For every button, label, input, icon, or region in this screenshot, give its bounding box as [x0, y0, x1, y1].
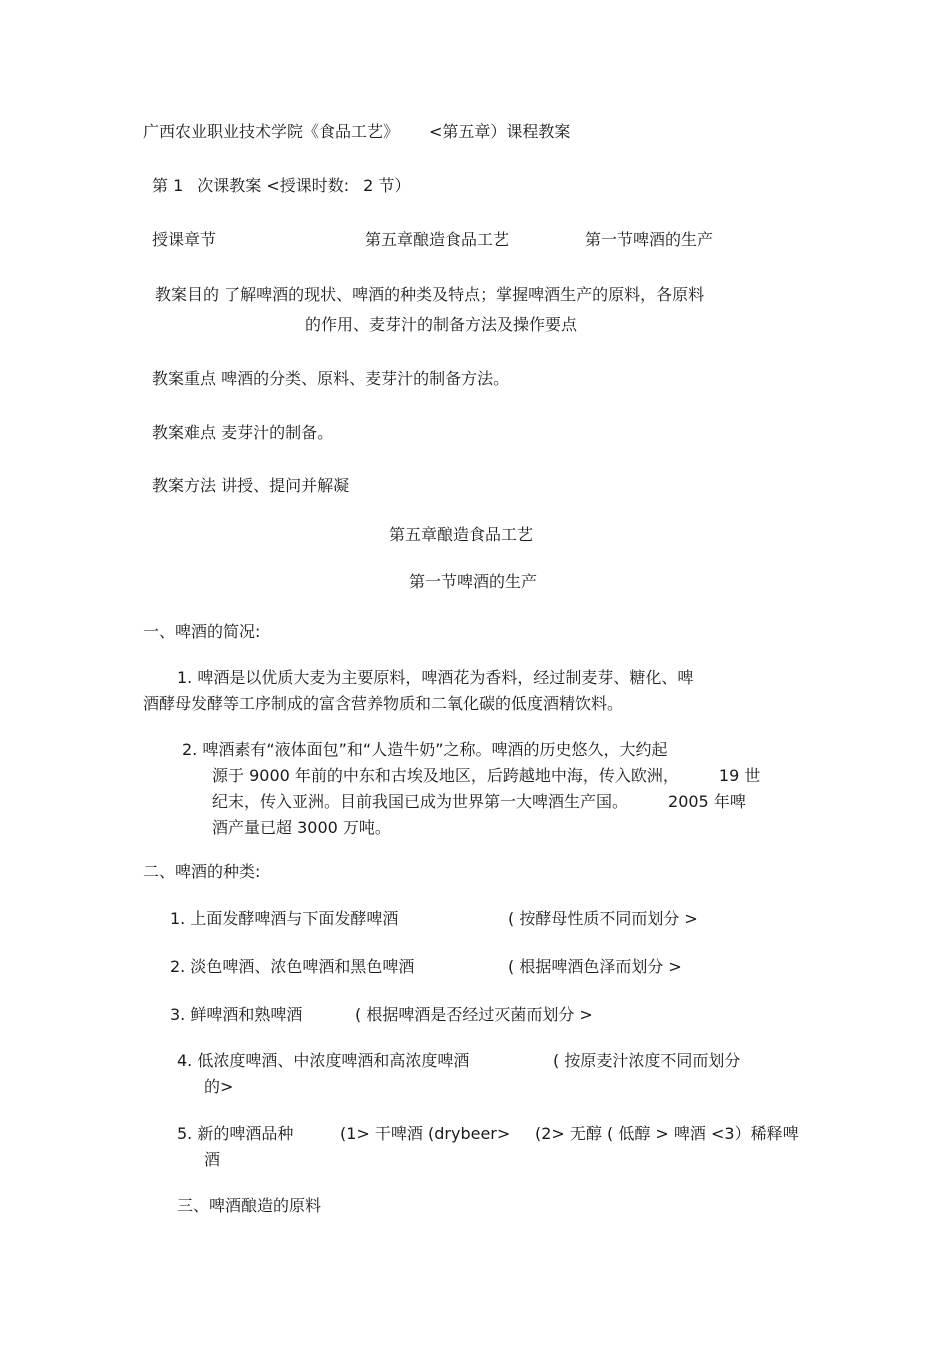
heading-chapter: 第五章酿造食品工艺 [389, 525, 534, 544]
heading-section: 第一节啤酒的生产 [409, 572, 538, 591]
chapter-name: 第五章酿造食品工艺 [365, 230, 510, 249]
method-line: 教案方法 讲授、提问并解凝 [152, 476, 350, 495]
section-name: 第一节啤酒的生产 [585, 230, 714, 249]
type-5-others: (2> 无醇 ( 低醇 > 啤酒 <3）稀释啤 [535, 1124, 799, 1143]
type-2-basis: ( 根据啤酒色泽而划分 > [508, 957, 682, 976]
type-3-basis: ( 根据啤酒是否经过灭菌而划分 > [355, 1005, 593, 1024]
para-2-line-4: 酒产量已超 3000 万吨。 [212, 818, 391, 837]
session-label: 次课教案 <授课时数: [197, 176, 350, 195]
para-2-line-2 [212, 764, 760, 788]
section-1-title: 一、啤酒的简况: [143, 622, 261, 641]
course-title-chapter: <第五章）课程教案 [429, 122, 571, 141]
type-5-dry-beer: (1> 干啤酒 (drybeer> [340, 1124, 511, 1143]
section-2-title: 二、啤酒的种类: [143, 862, 261, 881]
focus-line: 教案重点 啤酒的分类、原料、麦芽汁的制备方法。 [152, 369, 510, 388]
type-1-basis: ( 按酵母性质不同而划分 > [508, 909, 698, 928]
session-number: 第 1 [152, 176, 184, 195]
para-2-line-2-text: 源于 9000 年前的中东和古埃及地区，后跨越地中海，传入欧洲， [212, 766, 679, 785]
para-2-century: 19 世 [718, 766, 761, 785]
para-1-line-2: 酒酵母发酵等工序制成的富含营养物质和二氧化碳的低度酒精饮料。 [143, 694, 624, 713]
course-title-main: 广西农业职业技术学院《食品工艺》 [143, 122, 400, 141]
para-2-line-1: 2. 啤酒素有“液体面包”和“人造牛奶”之称。啤酒的历史悠久，大约起 [182, 740, 668, 759]
type-5-name: 5. 新的啤酒品种 [177, 1124, 294, 1143]
chapter-label: 授课章节 [152, 230, 217, 249]
session-hours: 2 节） [363, 176, 411, 195]
type-3-name: 3. 鲜啤酒和熟啤酒 [170, 1005, 303, 1024]
type-1-name: 1. 上面发酵啤酒与下面发酵啤酒 [170, 909, 399, 928]
goal-line-1: 教案目的 了解啤酒的现状、啤酒的种类及特点；掌握啤酒生产的原料，各原料 [155, 285, 705, 304]
para-2-line-3 [212, 790, 746, 814]
para-1-line-1: 1. 啤酒是以优质大麦为主要原料，啤酒花为香料，经过制麦芽、糖化、啤 [177, 668, 694, 687]
type-4-name: 4. 低浓度啤酒、中浓度啤酒和高浓度啤酒 [177, 1051, 470, 1070]
para-2-year: 2005 年啤 [668, 792, 746, 811]
goal-line-2: 的作用、麦芽汁的制备方法及操作要点 [305, 315, 578, 334]
course-title [143, 120, 570, 144]
type-5-cont: 酒 [204, 1150, 221, 1169]
type-4-basis-cont: 的> [204, 1077, 234, 1096]
section-3-title: 三、啤酒酿造的原料 [177, 1196, 322, 1215]
para-2-line-3-text: 纪末，传入亚洲。目前我国已成为世界第一大啤酒生产国。 [212, 792, 629, 811]
session-line [152, 174, 410, 198]
difficulty-line: 教案难点 麦芽汁的制备。 [152, 423, 334, 442]
type-4-basis: ( 按原麦汁浓度不同而划分 [553, 1051, 741, 1070]
type-2-name: 2. 淡色啤酒、浓色啤酒和黑色啤酒 [170, 957, 415, 976]
